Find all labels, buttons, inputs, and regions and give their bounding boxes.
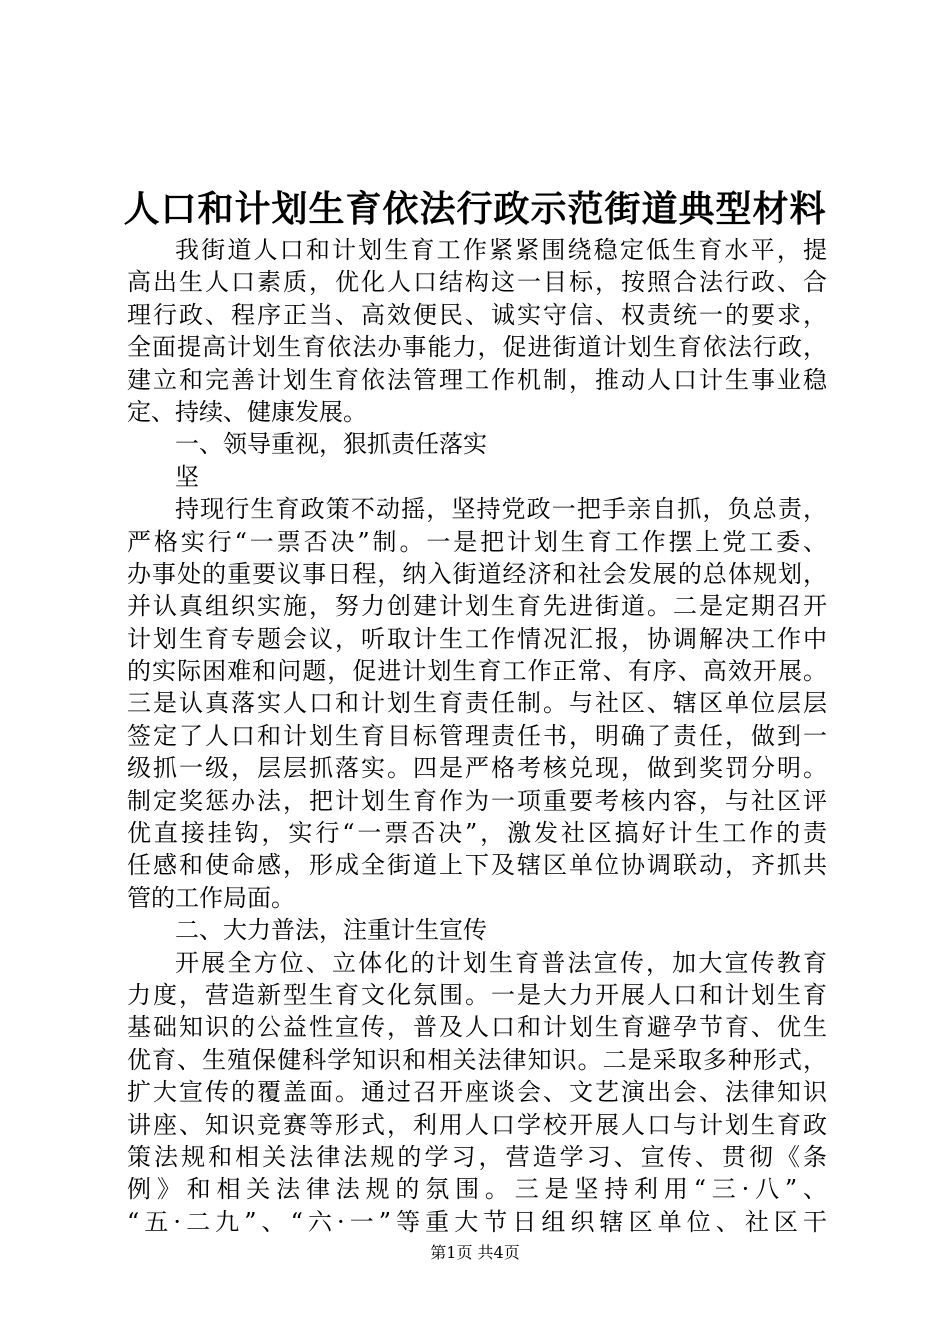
body-line: 级抓一级，层层抓落实。四是严格考核兑现，做到奖罚分明。	[127, 754, 827, 783]
document-title: 人口和计划生育依法行政示范街道典型材料	[123, 188, 827, 230]
body-line: 三是认真落实人口和计划生育责任制。与社区、辖区单位层层	[127, 689, 827, 718]
body-line: 优育、生殖保健科学知识和相关法律知识。二是采取多种形式，	[127, 1045, 827, 1074]
body-line: 定、持续、健康发展。	[127, 397, 367, 426]
body-line: 扩大宣传的覆盖面。通过召开座谈会、文艺演出会、法律知识	[127, 1078, 827, 1107]
body-line: 制定奖惩办法，把计划生育作为一项重要考核内容，与社区评	[127, 786, 827, 815]
body-line: 力度，营造新型生育文化氛围。一是大力开展人口和计划生育	[127, 980, 827, 1009]
document-body	[127, 234, 827, 1238]
body-line: 策法规和相关法律法规的学习，营造学习、宣传、贯彻《条	[127, 1142, 827, 1171]
body-line: 讲座、知识竞赛等形式，利用人口学校开展人口与计划生育政	[127, 1110, 827, 1139]
body-line: 一、领导重视，狠抓责任落实	[175, 430, 487, 459]
body-line: 开展全方位、立体化的计划生育普法宣传，加大宣传教育	[175, 948, 827, 977]
body-line: 管的工作局面。	[127, 883, 295, 912]
body-line: “五·二九”、“六·一”等重大节日组织辖区单位、社区干	[127, 1207, 827, 1236]
body-line: 办事处的重要议事日程，纳入街道经济和社会发展的总体规划，	[127, 559, 827, 588]
body-line: 全面提高计划生育依法办事能力，促进街道计划生育依法行政，	[127, 333, 827, 362]
body-line: 持现行生育政策不动摇，坚持党政一把手亲自抓，负总责，	[175, 495, 827, 524]
body-line: 基础知识的公益性宣传，普及人口和计划生育避孕节育、优生	[127, 1013, 827, 1042]
body-line: 例》和相关法律法规的氛围。三是坚持利用“三·八”、	[127, 1175, 827, 1204]
page-footer: 第1页 共4页	[430, 1243, 520, 1262]
body-line: 建立和完善计划生育依法管理工作机制，推动人口计生事业稳	[127, 365, 827, 394]
body-line: 坚	[175, 462, 199, 491]
body-line: 高出生人口素质，优化人口结构这一目标，按照合法行政、合	[127, 268, 827, 297]
body-line: 严格实行“一票否决”制。一是把计划生育工作摆上党工委、	[127, 527, 827, 556]
body-line: 计划生育专题会议，听取计生工作情况汇报，协调解决工作中	[127, 624, 827, 653]
body-line: 理行政、程序正当、高效便民、诚实守信、权责统一的要求，	[127, 300, 827, 329]
body-line: 并认真组织实施，努力创建计划生育先进街道。二是定期召开	[127, 592, 827, 621]
body-line: 的实际困难和问题，促进计划生育工作正常、有序、高效开展。	[127, 657, 827, 686]
body-line: 我街道人口和计划生育工作紧紧围绕稳定低生育水平，提	[175, 236, 827, 264]
body-line: 二、大力普法，注重计生宣传	[175, 916, 487, 945]
body-line: 签定了人口和计划生育目标管理责任书，明确了责任，做到一	[127, 721, 827, 750]
body-line: 优直接挂钩，实行“一票否决”，激发社区搞好计生工作的责	[127, 819, 827, 848]
body-line: 任感和使命感，形成全街道上下及辖区单位协调联动，齐抓共	[127, 851, 827, 880]
